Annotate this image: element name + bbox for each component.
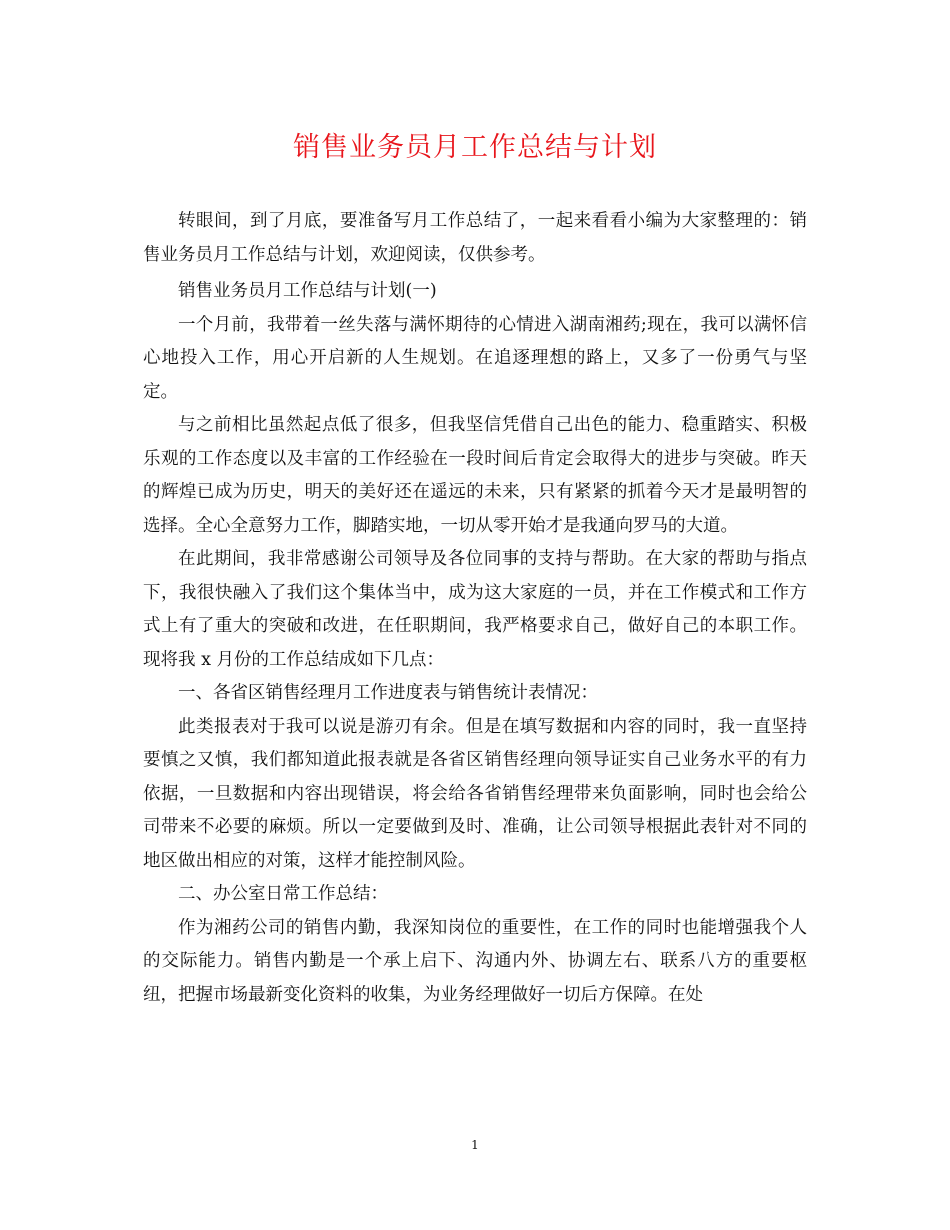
section-heading-1: 销售业务员月工作总结与计划(一) (178, 281, 437, 301)
paragraph: 作为湘药公司的销售内勤，我深知岗位的重要性，在工作的同时也能增强我个人的交际能力。销售内勤是一个承上启下、沟通内外、协调左右、联系八方的重要枢纽，把握市场最新变化资料的收集，为业务经理做好一切后方保障。在处 (143, 917, 807, 1005)
page-number: 1 (471, 1138, 479, 1152)
document-body (143, 205, 807, 1012)
paragraph: 此类报表对于我可以说是游刃有余。但是在填写数据和内容的同时，我一直坚持要慎之又慎，我们都知道此报表就是各省区销售经理向领导证实自己业务水平的有力依据，一旦数据和内容出现错误，将会给各省销售经理带来负面影响，同时也会给公司带来不必要的麻烦。所以一定要做到及时、准确，让公司领导根据此表针对不同的地区做出相应的对策，这样才能控制风险。 (143, 716, 807, 871)
list-heading-2: 二、办公室日常工作总结： (178, 884, 388, 904)
paragraph: 与之前相比虽然起点低了很多，但我坚信凭借自己出色的能力、稳重踏实、积极乐观的工作态度以及丰富的工作经验在一段时间后肯定会取得大的进步与突破。昨天的辉煌已成为历史，明天的美好还在遥远的未来，只有紧紧的抓着今天才是最明智的选择。全心全意努力工作，脚踏实地，一切从零开始才是我通向罗马的大道。 (143, 415, 807, 536)
paragraph-intro: 转眼间，到了月底，要准备写月工作总结了，一起来看看小编为大家整理的：销售业务员月工作总结与计划，欢迎阅读，仅供参考。 (143, 211, 807, 265)
paragraph: 在此期间，我非常感谢公司领导及各位同事的支持与帮助。在大家的帮助与指点下，我很快融入了我们这个集体当中，成为这大家庭的一员，并在工作模式和工作方式上有了重大的突破和改进，在任职期间，我严格要求自己，做好自己的本职工作。现将我 x 月份的工作总结成如下几点： (143, 549, 807, 670)
list-heading-1: 一、各省区销售经理月工作进度表与销售统计表情况： (178, 683, 598, 703)
paragraph: 一个月前，我带着一丝失落与满怀期待的心情进入湖南湘药;现在，我可以满怀信心地投入工作，用心开启新的人生规划。在追逐理想的路上，又多了一份勇气与坚定。 (143, 314, 807, 402)
document-title: 销售业务员月工作总结与计划 (293, 132, 657, 163)
